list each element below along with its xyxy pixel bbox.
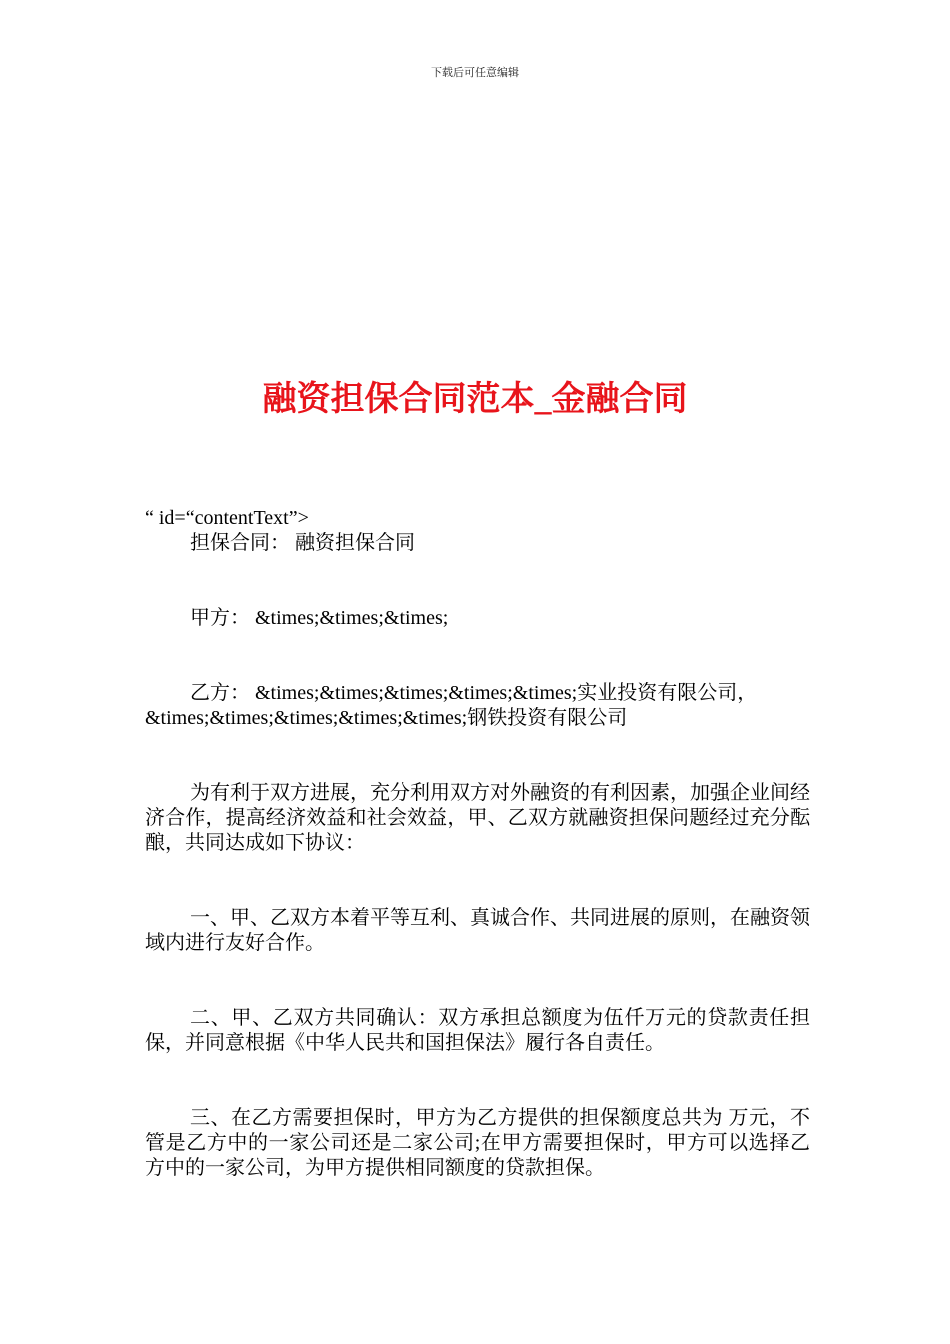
clause-1-paragraph: 一、甲、乙双方本着平等互利、真诚合作、共同进展的原则，在融资领域内进行友好合作。 xyxy=(145,907,810,954)
clause-2-paragraph: 二、甲、乙双方共同确认：双方承担总额度为伍仟万元的贷款责任担保，并同意根据《中华人民共和国担保法》履行各自责任。 xyxy=(145,1007,810,1054)
clause-3-paragraph: 三、在乙方需要担保时，甲方为乙方提供的担保额度总共为 万元，不管是乙方中的一家公司还是二家公司;在甲方需要担保时，甲方可以选择乙方中的一家公司，为甲方提供相同额度的贷款担保。 xyxy=(145,1107,810,1179)
party-b-line: 乙方： &times;&times;&times;&times;&times;实业投资有限公司，&times;&times;&times;&times;&times;钢铁投资有限公司 xyxy=(145,682,758,729)
document-body xyxy=(145,506,810,1181)
preamble-paragraph: 为有利于双方进展，充分利用双方对外融资的有利因素，加强企业间经济合作，提高经济效益和社会效益，甲、乙双方就融资担保问题经过充分酝酿，共同达成如下协议： xyxy=(145,782,810,854)
party-a-line: 甲方： &times;&times;&times; xyxy=(190,607,449,629)
document-title: 融资担保合同范本_金融合同 xyxy=(262,381,688,418)
content-text-fragment: “ id=“contentText”> xyxy=(145,507,309,529)
page-header-note: 下载后可任意编辑 xyxy=(431,67,519,79)
contract-type-line: 担保合同： 融资担保合同 xyxy=(190,532,415,554)
